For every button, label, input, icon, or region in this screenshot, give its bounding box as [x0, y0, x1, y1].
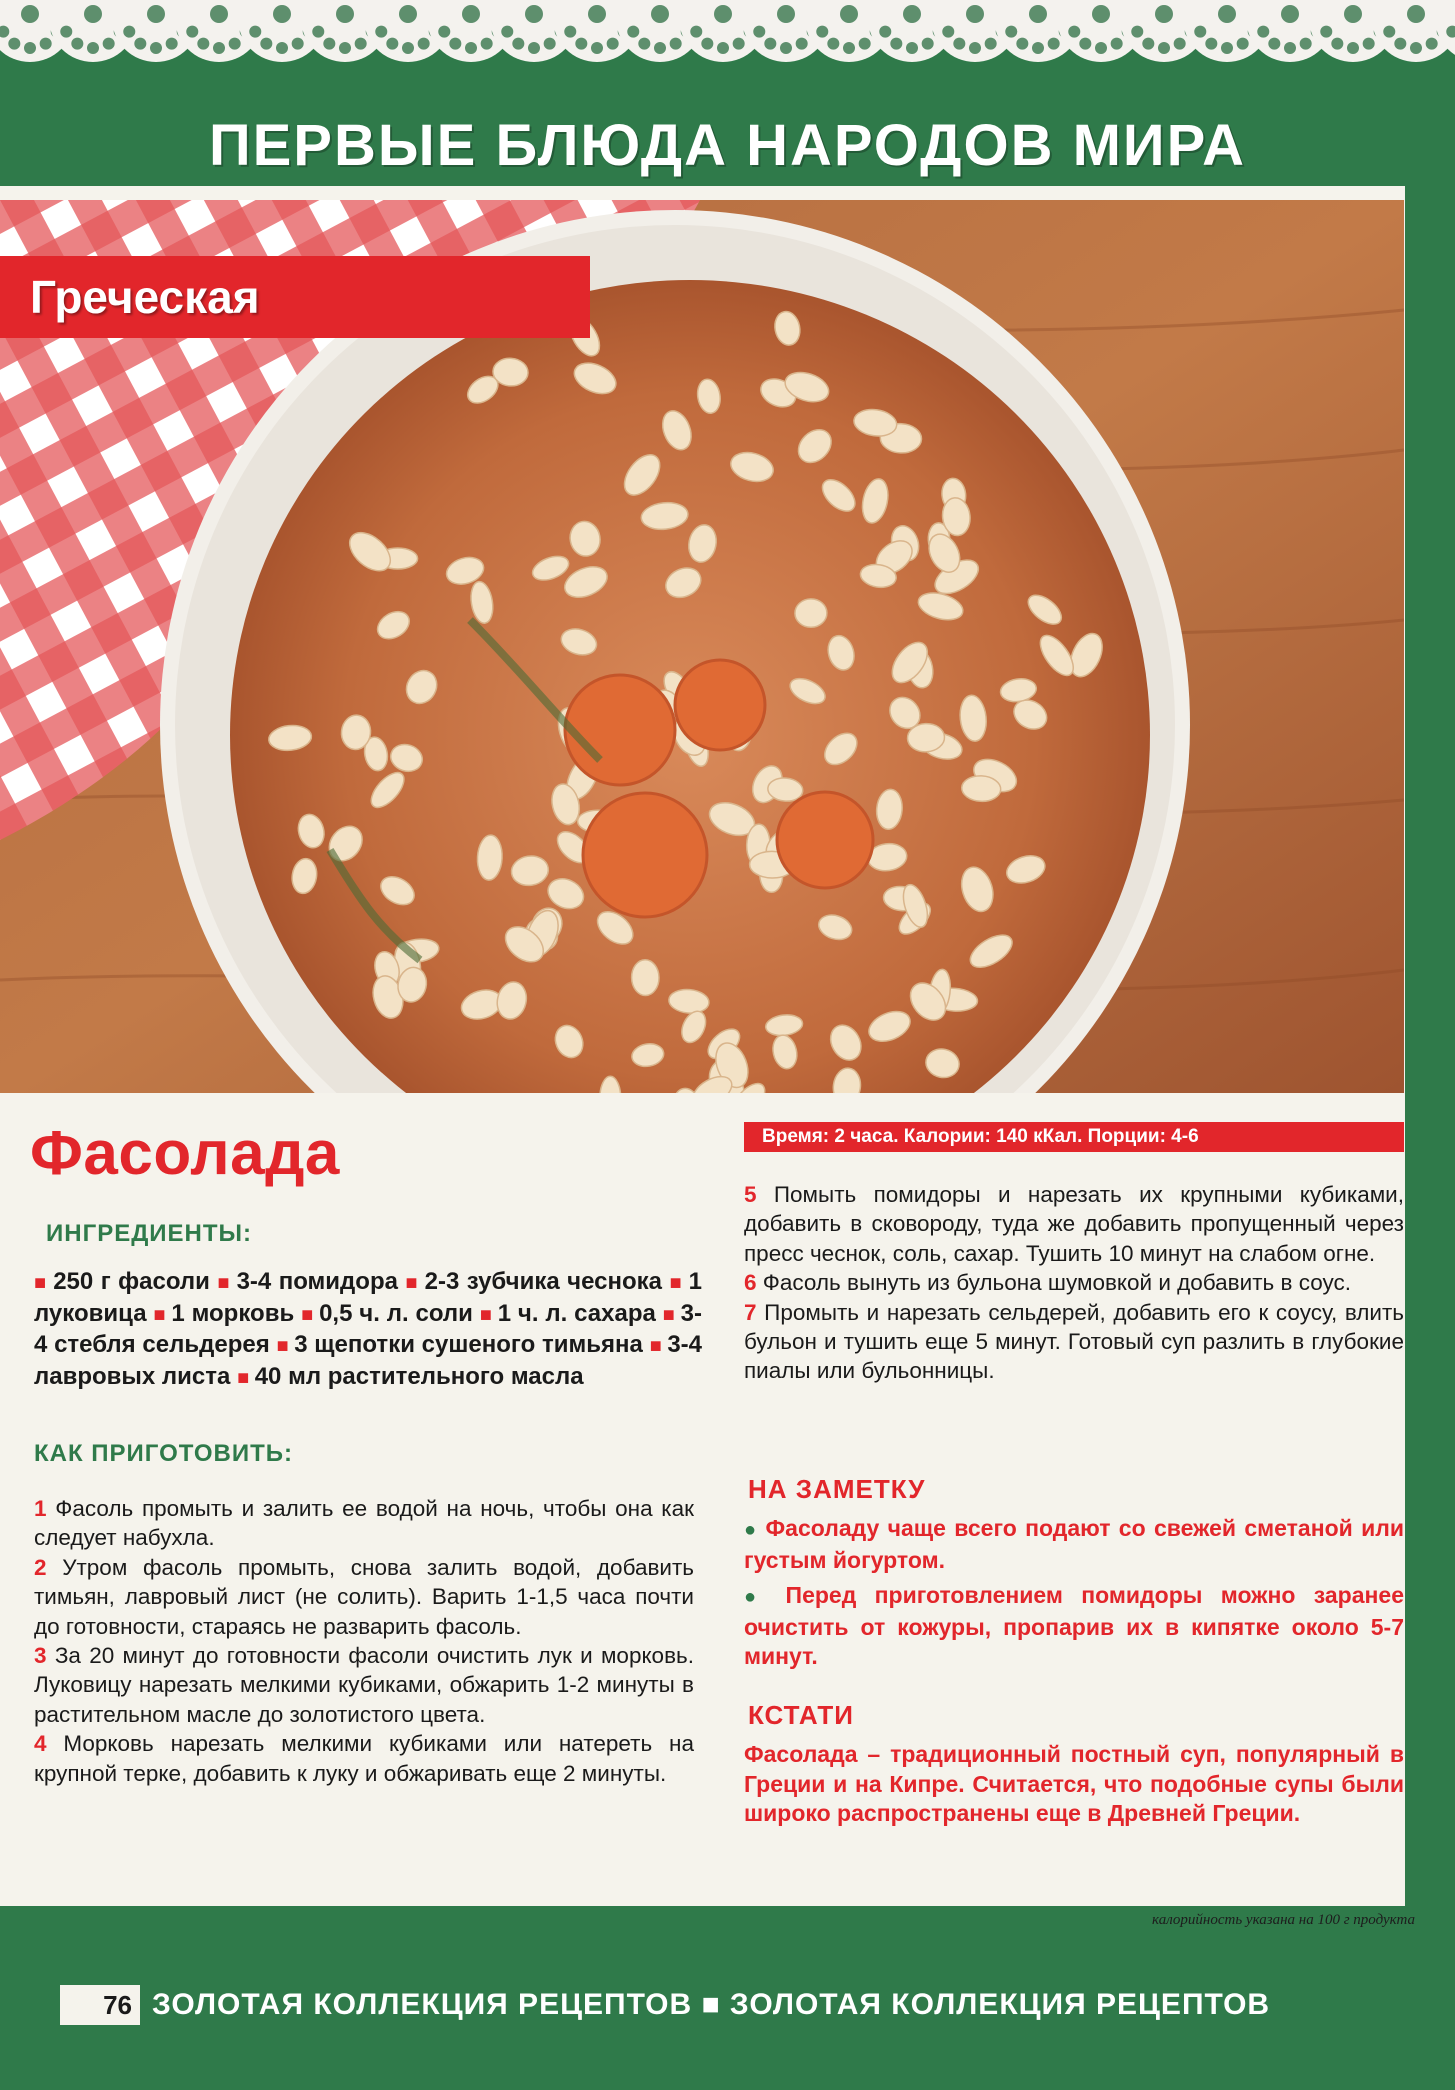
method-heading: КАК ПРИГОТОВИТЬ:: [34, 1440, 293, 1467]
ingredient-bullet: ■: [276, 1335, 295, 1357]
page-number: 76: [60, 1985, 140, 2025]
ingredient-item: 2-3 зубчика чеснока: [424, 1268, 670, 1295]
note-bullet: ●: [744, 1519, 766, 1541]
ingredient-item: 3-4 лавровых листа: [34, 1331, 703, 1390]
ingredient-bullet: ■: [479, 1303, 498, 1326]
section-header: [0, 104, 1455, 186]
step-text: Фасоль вынуть из бульона шумовкой и добавить в соус.: [762, 1270, 1351, 1296]
fact-text: Фасолада – традиционный постный суп, популярный в Греции и на Кипре. Считается, что подобные супы были широко распространены еще в Древней Греции.: [744, 1741, 1404, 1826]
ingredient-item: 3-4 помидора: [236, 1268, 406, 1295]
steps-column-left: [34, 1494, 694, 1788]
ingredient-bullet: ■: [649, 1335, 668, 1357]
calorie-note: калорийность указана на 100 г продукта: [1152, 1912, 1415, 1928]
ingredient-item: 3 щепотки сушеного тимьяна: [294, 1331, 650, 1358]
recipe-step: [744, 1268, 1404, 1297]
cuisine-tag: Греческая: [0, 256, 590, 338]
step-number: 4: [34, 1731, 64, 1757]
step-number: 6: [744, 1270, 763, 1296]
section-title: ПЕРВЫЕ БЛЮДА НАРОДОВ МИРА: [208, 113, 1247, 178]
notes-list: [744, 1514, 1404, 1678]
footer-title: ЗОЛОТАЯ КОЛЛЕКЦИЯ РЕЦЕПТОВ ■ ЗОЛОТАЯ КОЛЛЕКЦИЯ РЕЦЕПТОВ: [152, 1988, 1271, 2021]
recipe-step: [34, 1494, 694, 1553]
ingredient-item: 0,5 ч. л. соли: [319, 1299, 480, 1327]
recipe-title: Фасолада: [30, 1119, 340, 1188]
note-item: [744, 1581, 1404, 1672]
recipe-step: [34, 1641, 694, 1729]
ingredient-bullet: ■: [301, 1303, 320, 1326]
note-bullet: ●: [744, 1586, 786, 1608]
ingredient-bullet: ■: [237, 1366, 255, 1389]
ingredient-item: 1 ч. л. сахара: [497, 1299, 663, 1327]
ingredients-list: [34, 1267, 702, 1393]
step-number: 2: [34, 1554, 63, 1580]
ingredient-item: 1 луковица: [34, 1268, 702, 1327]
ingredient-item: 40 мл растительного масла: [254, 1362, 584, 1390]
lace-border: [0, 0, 1455, 104]
step-text: Помыть помидоры и нарезать их крупными кубиками, добавить в сковороду, туда же добавить пропущенный через пресс чеснок, соль, сахар. Тушить 10 минут на слабом огне.: [744, 1182, 1405, 1266]
ingredient-item: 3-4 стебля сельдерея: [34, 1299, 703, 1358]
step-text: За 20 минут до готовности фасоли очистить лук и морковь. Луковицу нарезать мелкими кубиками, обжарить 1-2 минуты в растительном масле до золотистого цвета.: [34, 1643, 695, 1727]
recipe-step: [744, 1180, 1404, 1268]
notes-heading: НА ЗАМЕТКУ: [748, 1474, 926, 1504]
note-text: Перед приготовлением помидоры можно заранее очистить от кожуры, пропарив их в кипятке около 5-7 минут.: [744, 1582, 1405, 1669]
step-text: Промыть и нарезать сельдерей, добавить его к соусу, влить бульон и тушить еще 5 минут. Готовый суп разлить в глубокие пиалы или бульонницы.: [744, 1299, 1404, 1384]
ingredient-item: 250 г фасоли: [53, 1268, 218, 1295]
ingredient-bullet: ■: [153, 1303, 172, 1326]
recipe-meta-bar: Время: 2 часа. Калории: 140 кКал. Порции: 4-6: [744, 1122, 1404, 1152]
step-number: 1: [34, 1496, 56, 1521]
step-text: Морковь нарезать мелкими кубиками или натереть на крупной терке, добавить к луку и обжаривать еще 2 минуты.: [34, 1731, 695, 1786]
step-number: 3: [34, 1643, 55, 1669]
step-text: Фасоль промыть и залить ее водой на ночь, чтобы она как следует набухла.: [34, 1496, 695, 1551]
footer-band: [0, 1985, 1455, 2025]
ingredient-bullet: ■: [669, 1272, 689, 1294]
fact-heading: КСТАТИ: [748, 1700, 854, 1730]
step-number: 5: [744, 1182, 774, 1207]
ingredient-item: 1 морковь: [171, 1299, 302, 1327]
steps-column-right: [744, 1180, 1404, 1386]
note-text: Фасоладу чаще всего подают со свежей сметаной или густым йогуртом.: [744, 1515, 1405, 1573]
ingredients-heading: ИНГРЕДИЕНТЫ:: [46, 1220, 253, 1247]
ingredient-bullet: ■: [34, 1272, 54, 1294]
ingredient-bullet: ■: [405, 1272, 425, 1294]
step-text: Утром фасоль промыть, снова залить водой, добавить тимьян, лавровый лист (не солить). Варить 1-1,5 часа почти до готовности, стараясь не разварить фасоль.: [34, 1554, 695, 1639]
recipe-step: [744, 1298, 1404, 1386]
step-number: 7: [744, 1299, 765, 1325]
ingredient-bullet: ■: [217, 1272, 237, 1294]
note-item: [744, 1514, 1404, 1575]
recipe-step: [34, 1729, 694, 1788]
ingredient-bullet: ■: [662, 1303, 681, 1326]
recipe-step: [34, 1553, 694, 1641]
